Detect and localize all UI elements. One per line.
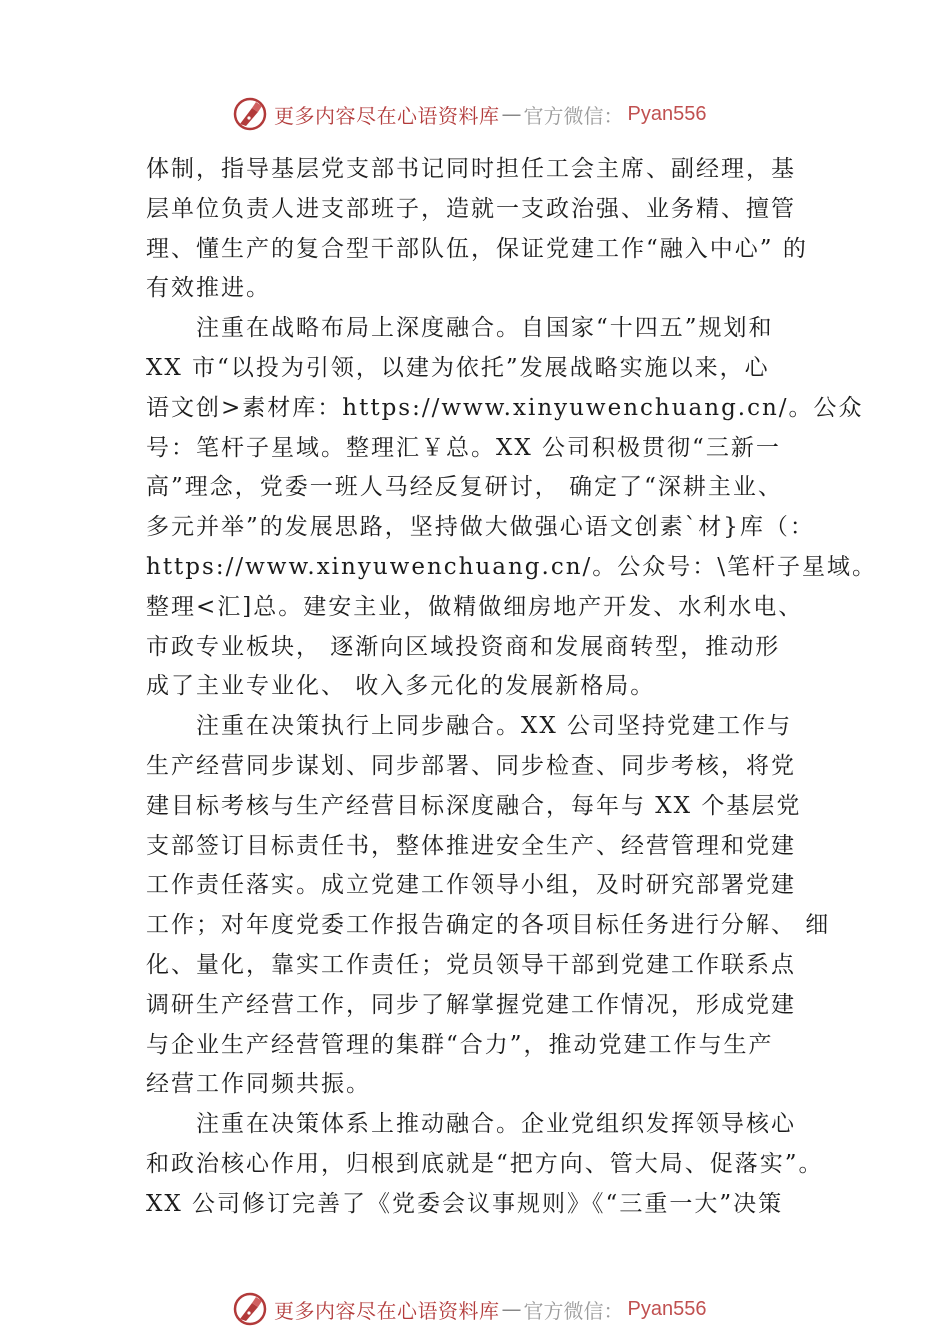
banner-wechat-id: Pyan556 (627, 1297, 707, 1320)
banner-wechat-id: Pyan556 (627, 102, 707, 125)
document-body (146, 150, 878, 1225)
text-line: 生产经营同步谋划、同步部署、同步检查、同步考核，将党 (146, 752, 796, 779)
text-line: 调研生产经营工作，同步了解掌握党建工作情况，形成党建 (146, 991, 796, 1018)
text-line: 号：笔杆子星域。整理汇￥总。XX 公司积极贯彻“三新一 (146, 434, 781, 461)
text-line: 市政专业板块， 逐渐向区域投资商和发展商转型，推动形 (146, 633, 781, 660)
banner-text: 更多内容尽在心语资料库 (274, 1298, 500, 1323)
pen-nib-logo-icon (232, 96, 268, 132)
text-line: 整理<汇]总。建安主业，做精做细房地产开发、水利水电、 (146, 593, 804, 620)
text-line: 工作；对年度党委工作报告确定的各项目标任务进行分解、 细 (146, 912, 831, 939)
banner-wechat-label: 官方微信： (523, 103, 624, 128)
footer-banner (232, 1289, 706, 1329)
text-line: 建目标考核与生产经营目标深度融合，每年与 XX 个基层党 (146, 792, 802, 819)
text-line: 支部签订目标责任书，整体推进安全生产、经营管理和党建 (146, 832, 796, 859)
banner-wechat-label: 官方微信： (523, 1298, 624, 1323)
text-line: 成了主业专业化、 收入多元化的发展新格局。 (146, 673, 656, 700)
text-line: XX 市“以投为引领，以建为依托”发展战略实施以来，心 (146, 354, 770, 381)
header-banner (232, 94, 706, 134)
text-line: 化、量化，靠实工作责任；党员领导干部到党建工作联系点 (146, 951, 796, 978)
paragraph-start-line: 注重在战略布局上深度融合。自国家“十四五”规划和 (196, 315, 774, 342)
text-line: XX 公司修订完善了《党委会议事规则》《“三重一大”决策 (146, 1190, 784, 1217)
text-line: 理、懂生产的复合型干部队伍，保证党建工作“融入中心” 的 (146, 235, 808, 262)
text-line: 工作责任落实。成立党建工作领导小组，及时研究部署党建 (146, 872, 796, 899)
banner-text: 更多内容尽在心语资料库 (274, 103, 500, 128)
banner-separator: — (501, 1297, 522, 1321)
text-line: 语文创>素材库：https://www.xinyuwenchuang.cn/。公众 (146, 394, 864, 421)
text-line: 有效推进。 (146, 275, 271, 302)
text-line: 和政治核心作用，归根到底就是“把方向、管大局、促落实”。 (146, 1150, 824, 1177)
text-line: 与企业生产经营管理的集群“合力”，推动党建工作与生产 (146, 1031, 774, 1058)
text-line: 经营工作同频共振。 (146, 1071, 371, 1098)
banner-separator: — (501, 102, 522, 126)
text-line: https://www.xinyuwenchuang.cn/。公众号：\笔杆子星域。 (146, 553, 878, 580)
text-line: 多元并举”的发展思路，坚持做大做强心语文创素`材}库（： (146, 514, 815, 541)
text-line: 层单位负责人进支部班子，造就一支政治强、业务精、擅管 (146, 195, 796, 222)
pen-nib-logo-icon (232, 1291, 268, 1327)
paragraph-start-line: 注重在决策执行上同步融合。XX 公司坚持党建工作与 (196, 713, 793, 740)
paragraph-start-line: 注重在决策体系上推动融合。企业党组织发挥领导核心 (196, 1111, 796, 1138)
text-line: 高”理念，党委一班人马经反复研讨， 确定了“深耕主业、 (146, 474, 783, 501)
text-line: 体制，指导基层党支部书记同时担任工会主席、副经理，基 (146, 156, 796, 182)
